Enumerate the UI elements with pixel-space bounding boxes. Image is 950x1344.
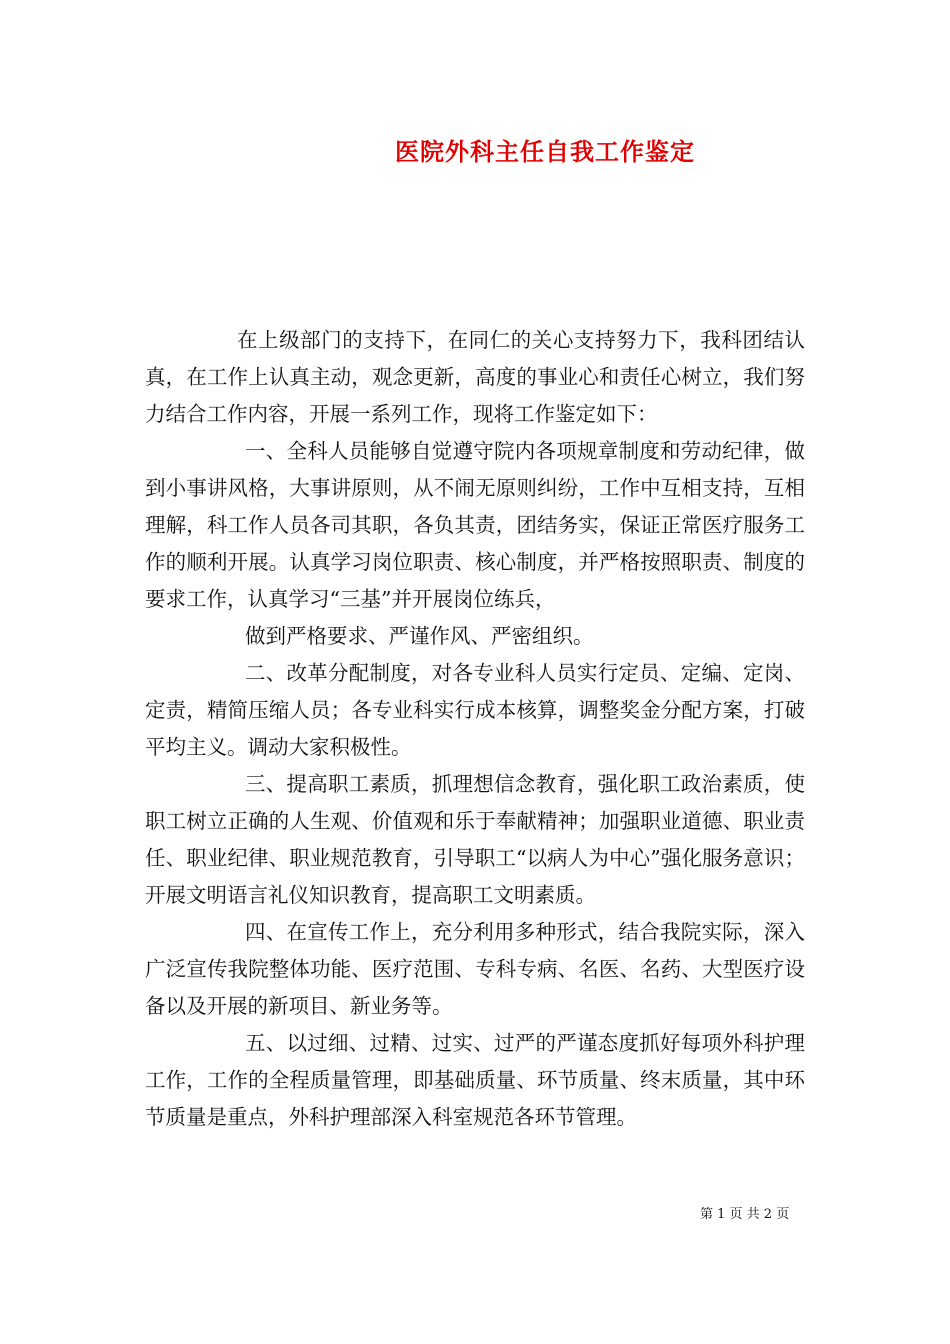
document-body <box>145 322 805 1136</box>
paragraph-intro: 在上级部门的支持下，在同仁的关心支持努力下，我科团结认真，在工作上认真主动，观念更新，高度的事业心和责任心树立，我们努力结合工作内容，开展一系列工作，现将工作鉴定如下： <box>145 328 805 426</box>
paragraph-1-continued: 做到严格要求、严谨作风、严密组织。 <box>245 624 594 648</box>
document-title: 医院外科主任自我工作鉴定 <box>395 137 695 166</box>
paragraph-4: 四、在宣传工作上，充分利用多种形式，结合我院实际，深入广泛宣传我院整体功能、医疗范围、专科专病、名医、名药、大型医疗设备以及开展的新项目、新业务等。 <box>145 920 805 1018</box>
page-number: 第 1 页 共 2 页 <box>700 1207 790 1222</box>
paragraph-1: 一、全科人员能够自觉遵守院内各项规章制度和劳动纪律，做到小事讲风格，大事讲原则，从不闹无原则纠纷，工作中互相支持，互相理解，科工作人员各司其职，各负其责，团结务实，保证正常医疗服务工作的顺利开展。认真学习岗位职责、核心制度，并严格按照职责、制度的要求工作，认真学习“三基”并开展岗位练兵， <box>145 439 805 611</box>
paragraph-3: 三、提高职工素质，抓理想信念教育，强化职工政治素质，使职工树立正确的人生观、价值观和乐于奉献精神；加强职业道德、职业责任、职业纪律、职业规范教育，引导职工“以病人为中心”强化服务意识；开展文明语言礼仪知识教育，提高职工文明素质。 <box>145 772 805 907</box>
paragraph-2: 二、改革分配制度，对各专业科人员实行定员、定编、定岗、定责，精简压缩人员；各专业科实行成本核算，调整奖金分配方案，打破平均主义。调动大家积极性。 <box>145 661 805 759</box>
paragraph-5: 五、以过细、过精、过实、过严的严谨态度抓好每项外科护理工作，工作的全程质量管理，即基础质量、环节质量、终末质量，其中环节质量是重点，外科护理部深入科室规范各环节管理。 <box>145 1031 805 1129</box>
